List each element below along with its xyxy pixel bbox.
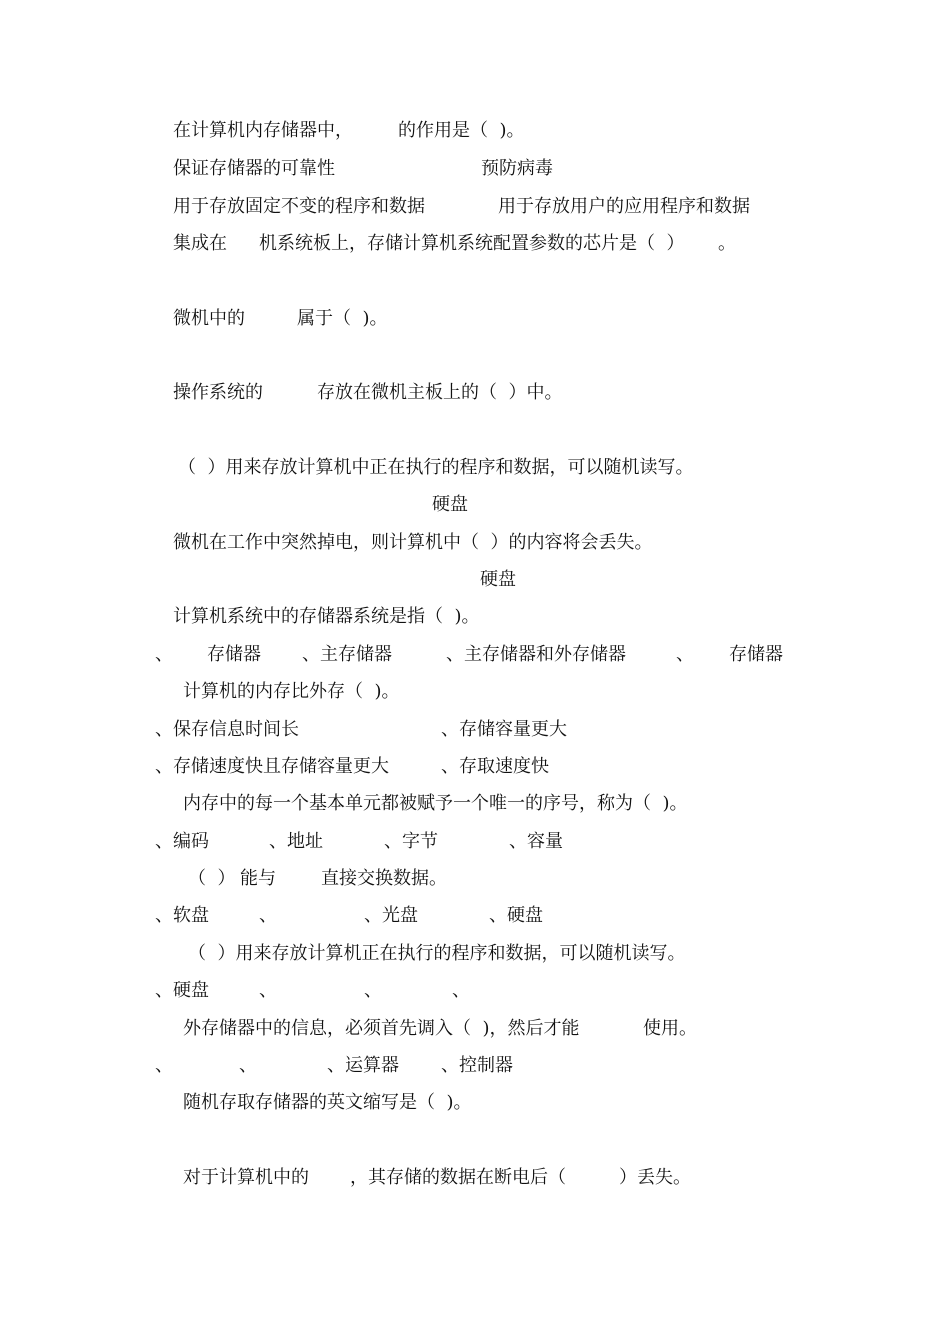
- text-line-4-seg-1: 集成在: [173, 233, 227, 254]
- text-line-22-seg-2: 使用。: [643, 1018, 697, 1039]
- text-line-17-seg-4: 、容量: [509, 831, 563, 852]
- text-line-6-seg-1: 操作系统的: [173, 382, 263, 403]
- text-line-15-seg-2: 、存取速度快: [441, 756, 549, 777]
- text-line-19-seg-2: 、: [259, 905, 277, 926]
- text-line-25-seg-2: ，其存储的数据在断电后（: [350, 1167, 566, 1188]
- text-line-23-seg-3: 、运算器: [327, 1055, 399, 1076]
- text-line-14-seg-1: 、保存信息时间长: [155, 719, 299, 740]
- text-line-12-seg-4: 、主存储器和外存储器: [446, 644, 626, 665]
- text-line-7-seg-1: （ ）用来存放计算机中正在执行的程序和数据，可以随机读写。: [178, 457, 694, 478]
- text-line-21-seg-4: 、: [452, 980, 470, 1001]
- text-line-19-seg-4: 、硬盘: [489, 905, 543, 926]
- text-line-3-seg-1: 用于存放固定不变的程序和数据: [173, 196, 425, 217]
- text-line-24-seg-1: 随机存取存储器的英文缩写是（ )。: [183, 1092, 472, 1113]
- text-line-12-seg-1: 、: [155, 644, 173, 665]
- text-line-12-seg-6: 存储器: [729, 644, 783, 665]
- text-line-21-seg-3: 、: [364, 980, 382, 1001]
- text-line-17-seg-2: 、地址: [269, 831, 323, 852]
- text-line-12-seg-2: 存储器: [207, 644, 261, 665]
- text-line-17-seg-1: 、编码: [155, 831, 209, 852]
- text-line-22-seg-1: 外存储器中的信息，必须首先调入（ )，然后才能: [183, 1018, 580, 1039]
- text-line-6-seg-2: 存放在微机主板上的（ ）中。: [317, 382, 563, 403]
- text-line-12-seg-3: 、主存储器: [302, 644, 392, 665]
- text-line-2-seg-1: 保证存储器的可靠性: [173, 158, 335, 179]
- text-line-20-seg-1: （ ）用来存放计算机正在执行的程序和数据，可以随机读写。: [188, 943, 686, 964]
- text-line-25-seg-1: 对于计算机中的: [183, 1167, 309, 1188]
- text-line-8-seg-1: 硬盘: [432, 494, 468, 515]
- text-line-18-seg-2: 能与: [240, 868, 276, 889]
- text-line-1-seg-2: 的作用是（ )。: [398, 120, 525, 141]
- text-line-23-seg-4: 、控制器: [441, 1055, 513, 1076]
- text-line-23-seg-1: 、: [155, 1055, 173, 1076]
- text-line-12-seg-5: 、: [676, 644, 694, 665]
- text-line-25-seg-3: ）丢失。: [619, 1167, 691, 1188]
- text-line-14-seg-2: 、存储容量更大: [441, 719, 567, 740]
- text-line-13-seg-1: 计算机的内存比外存（ )。: [183, 681, 400, 702]
- text-line-5-seg-2: 属于（ )。: [297, 308, 388, 329]
- text-line-15-seg-1: 、存储速度快且存储容量更大: [155, 756, 389, 777]
- text-line-19-seg-1: 、软盘: [155, 905, 209, 926]
- text-line-17-seg-3: 、字节: [384, 831, 438, 852]
- text-line-1-seg-1: 在计算机内存储器中，: [173, 120, 353, 141]
- text-line-23-seg-2: 、: [239, 1055, 257, 1076]
- text-line-2-seg-2: 预防病毒: [481, 158, 553, 179]
- text-line-4-seg-3: 。: [718, 233, 736, 254]
- text-line-21-seg-1: 、硬盘: [155, 980, 209, 1001]
- text-line-16-seg-1: 内存中的每一个基本单元都被赋予一个唯一的序号，称为（ )。: [183, 793, 688, 814]
- text-line-4-seg-2: 机系统板上，存储计算机系统配置参数的芯片是（ ）: [259, 233, 685, 254]
- text-line-3-seg-2: 用于存放用户的应用程序和数据: [498, 196, 750, 217]
- text-line-18-seg-1: （ ）: [188, 868, 236, 889]
- text-line-18-seg-3: 直接交换数据。: [321, 868, 447, 889]
- text-line-11-seg-1: 计算机系统中的存储器系统是指（ )。: [173, 606, 480, 627]
- text-line-10-seg-1: 硬盘: [480, 569, 516, 590]
- text-line-9-seg-1: 微机在工作中突然掉电，则计算机中（ ）的内容将会丢失。: [173, 532, 653, 553]
- text-line-21-seg-2: 、: [259, 980, 277, 1001]
- text-line-5-seg-1: 微机中的: [173, 308, 245, 329]
- text-line-19-seg-3: 、光盘: [364, 905, 418, 926]
